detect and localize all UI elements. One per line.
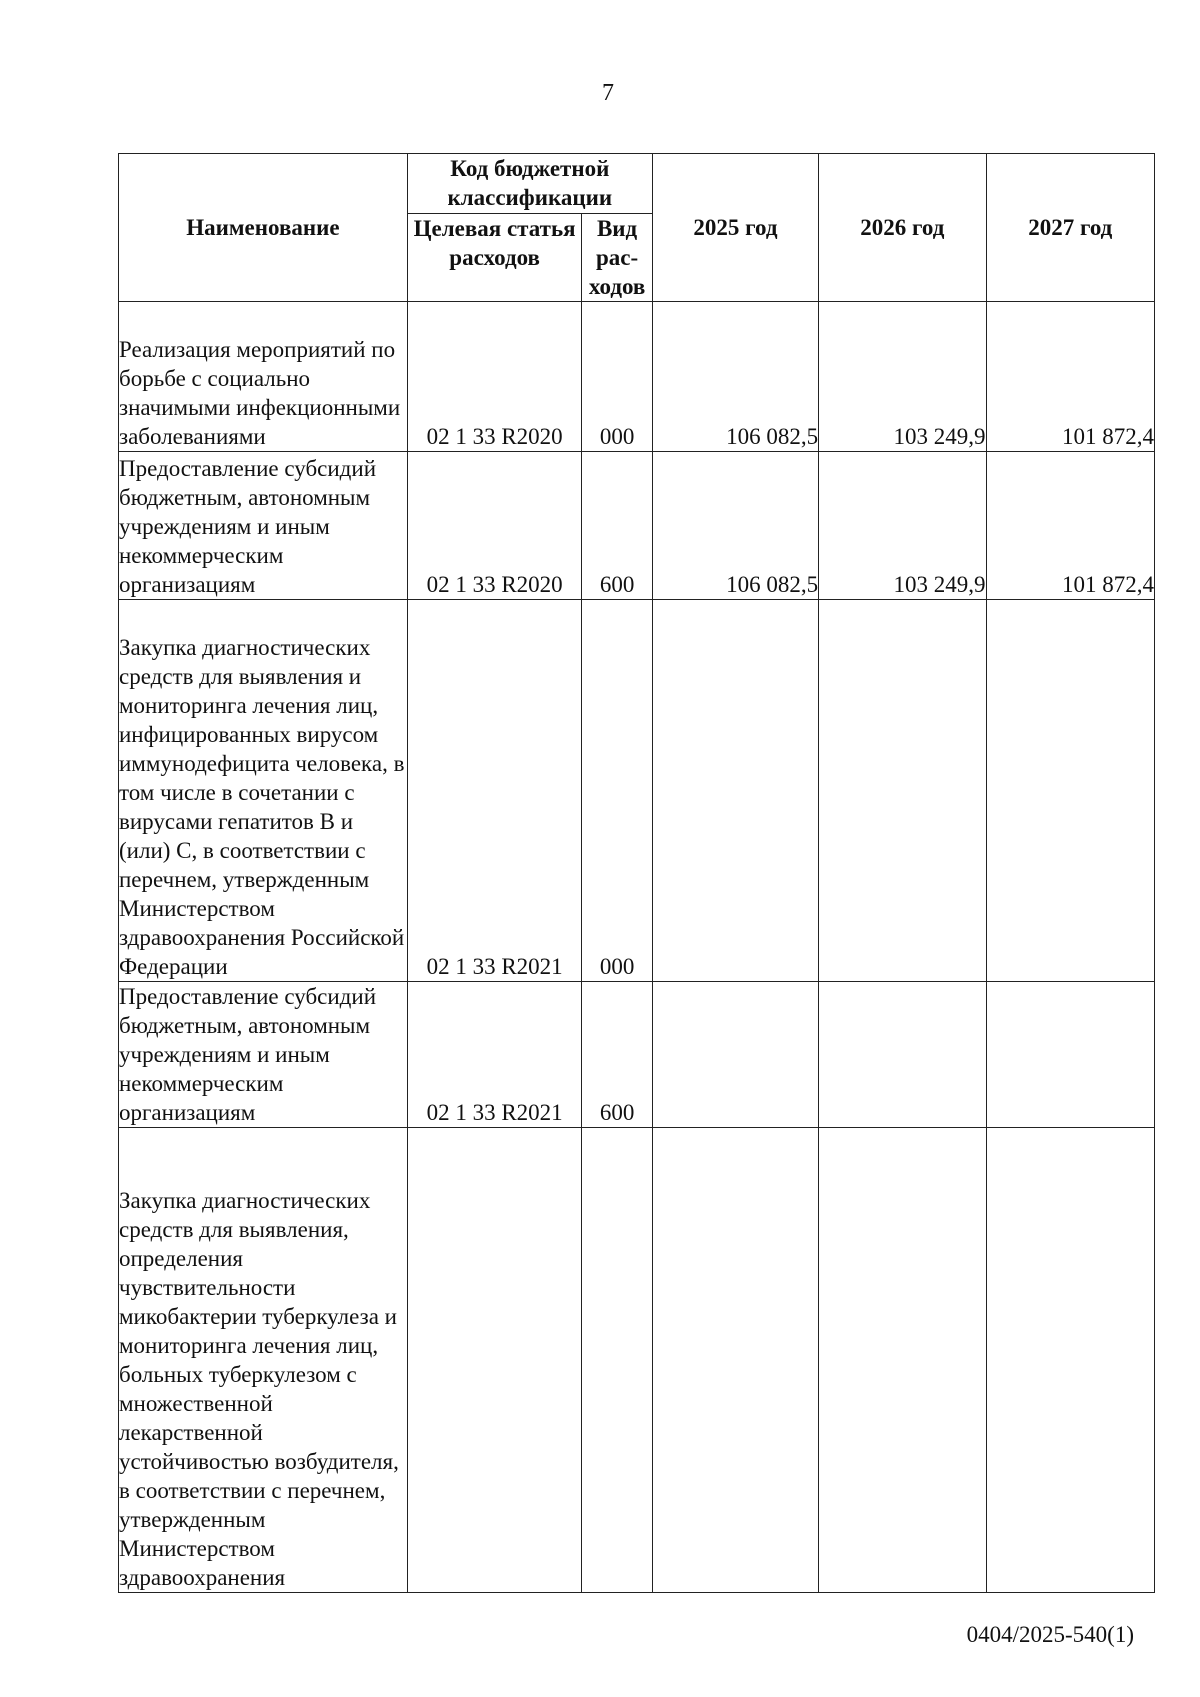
row-name: Закупка диагностических средств для выявления и мониторинга лечения лиц, инфицированных вирусом иммунодефицита человека, в том числе в сочетании с вирусами гепатитов B и (или) C, в соответствии с перечнем, утвержденным Министерством здравоохранения Российской Федерации bbox=[119, 600, 408, 982]
row-value-2025: 106 082,5 bbox=[652, 302, 818, 452]
row-value-2027 bbox=[986, 1128, 1154, 1593]
table-row bbox=[119, 452, 1155, 600]
header-row-top bbox=[119, 154, 1155, 214]
row-name: Предоставление субсидий бюджетным, автономным учреждениям и иным некоммерческим организациям bbox=[119, 982, 408, 1128]
row-value-2026 bbox=[819, 600, 986, 982]
row-value-2027 bbox=[986, 982, 1154, 1128]
header-name: Наименование bbox=[119, 154, 408, 302]
row-target-code: 02 1 33 R2020 bbox=[407, 452, 582, 600]
row-expense-kind: 000 bbox=[582, 302, 652, 452]
table-row bbox=[119, 600, 1155, 982]
document-code: 0404/2025-540(1) bbox=[966, 1622, 1134, 1647]
row-expense-kind: 600 bbox=[582, 452, 652, 600]
row-expense-kind: 600 bbox=[582, 982, 652, 1128]
row-expense-kind: 000 bbox=[582, 600, 652, 982]
row-value-2026: 103 249,9 bbox=[819, 452, 986, 600]
page-number: 7 bbox=[602, 80, 614, 106]
table-row bbox=[119, 1128, 1155, 1593]
row-value-2026: 103 249,9 bbox=[819, 302, 986, 452]
row-value-2025 bbox=[652, 600, 818, 982]
row-target-code: 02 1 33 R2020 bbox=[407, 302, 582, 452]
row-value-2026 bbox=[819, 1128, 986, 1593]
budget-table bbox=[118, 153, 1155, 1593]
header-expense-kind: Вид рас-ходов bbox=[582, 214, 652, 302]
row-name: Предоставление субсидий бюджетным, автономным учреждениям и иным некоммерческим организациям bbox=[119, 452, 408, 600]
row-value-2025 bbox=[652, 1128, 818, 1593]
row-name: Закупка диагностических средств для выявления, определения чувствительности микобактерии туберкулеза и мониторинга лечения лиц, больных туберкулезом с множественной лекарственной устойчивостью возбудителя, в соответствии с перечнем, утвержденным Министерством здравоохранения bbox=[119, 1128, 408, 1593]
row-target-code: 02 1 33 R2021 bbox=[407, 982, 582, 1128]
header-code-group: Код бюджетной классификации bbox=[407, 154, 652, 214]
row-name: Реализация мероприятий по борьбе с социально значимыми инфекционными заболеваниями bbox=[119, 302, 408, 452]
table-row bbox=[119, 302, 1155, 452]
row-expense-kind bbox=[582, 1128, 652, 1593]
header-2027: 2027 год bbox=[986, 154, 1154, 302]
row-value-2027 bbox=[986, 600, 1154, 982]
header-2026: 2026 год bbox=[819, 154, 986, 302]
row-value-2025 bbox=[652, 982, 818, 1128]
row-value-2027: 101 872,4 bbox=[986, 302, 1154, 452]
row-value-2025: 106 082,5 bbox=[652, 452, 818, 600]
row-value-2027: 101 872,4 bbox=[986, 452, 1154, 600]
row-target-code: 02 1 33 R2021 bbox=[407, 600, 582, 982]
header-2025: 2025 год bbox=[652, 154, 818, 302]
row-target-code bbox=[407, 1128, 582, 1593]
row-value-2026 bbox=[819, 982, 986, 1128]
header-target-article: Целевая статья расходов bbox=[407, 214, 582, 302]
table-row bbox=[119, 982, 1155, 1128]
